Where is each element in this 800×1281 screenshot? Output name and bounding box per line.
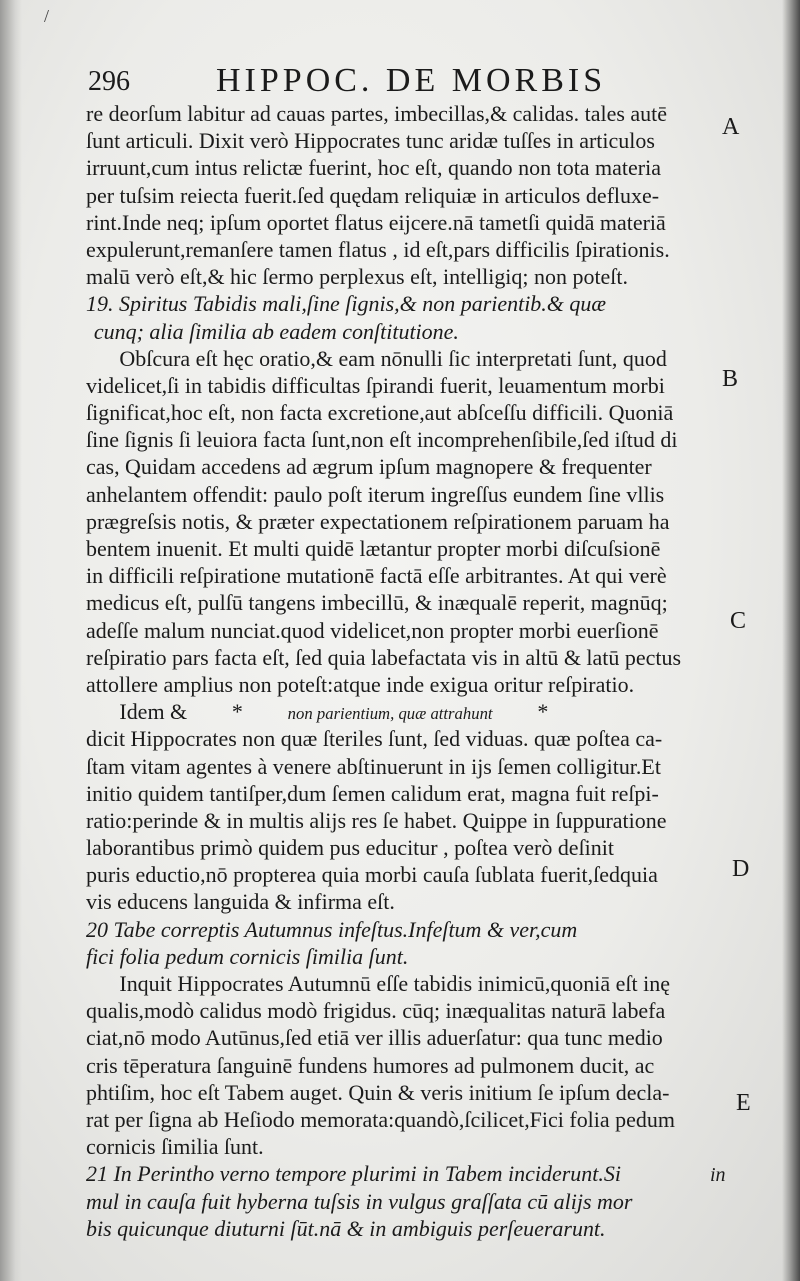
text-line: phtiſim, hoc eſt Tabem auget. Quin & veris initium ſe ipſum decla- bbox=[86, 1079, 670, 1105]
text-line: rint.Inde neq; ipſum oportet flatus eijcere.nā tametſi quidā materiā bbox=[86, 209, 666, 235]
text-line: vis educens languida & infirma eſt. bbox=[86, 889, 395, 915]
aphorism-heading: 21 In Perintho verno tempore plurimi in Tabem inciderunt.Si bbox=[86, 1161, 621, 1187]
idem-line bbox=[86, 698, 726, 725]
text-line: reſpiratio pars facta eſt, ſed quia labefactata vis in altū & latū pectus bbox=[86, 644, 682, 670]
corner-mark: / bbox=[44, 6, 50, 26]
text-line: re deorſum labitur ad cauas partes, imbecillas,& calidas. tales autē bbox=[86, 101, 667, 126]
margin-letter-b: B bbox=[722, 366, 739, 392]
text-line: expulerunt,remanſere tamen flatus , id eſt,pars difficilis ſpirationis. bbox=[86, 236, 670, 262]
aphorism-heading: mul in cauſa fuit hyberna tuſsis in vulgus graſſata cū alijs mor bbox=[86, 1188, 633, 1214]
page-spine-shadow bbox=[0, 0, 22, 1281]
body-text bbox=[86, 100, 738, 1242]
text-line: cornicis ſimilia ſunt. bbox=[86, 1134, 264, 1160]
aphorism-heading: fici folia pedum cornicis ſimilia ſunt. bbox=[86, 943, 409, 969]
text-line: ſunt articuli. Dixit verò Hippocrates tunc aridæ tuſſes in articulos bbox=[86, 128, 655, 154]
text-line: ratio:perinde & in multis alijs res ſe habet. Quippe in ſuppuratione bbox=[86, 807, 667, 833]
text-line: attollere amplius non poteſt:atque inde exigua oritur reſpiratio. bbox=[86, 671, 635, 697]
asterisk-mark: * bbox=[537, 699, 549, 725]
aphorism-heading: 20 Tabe correptis Autumnus infeſtus.Infeſtum & ver,cum bbox=[86, 916, 578, 942]
text-line: prægreſsis notis, & præter expectationem reſpirationem paruam ha bbox=[86, 508, 670, 534]
margin-gloss: non parientium, quæ attrahunt bbox=[287, 704, 493, 724]
text-line: videlicet,ſi in tabidis difficultas ſpirandi fuerit, leuamentum morbi bbox=[86, 372, 665, 398]
text-line: laborantibus primò quidem pus educitur , poſtea verò deſinit bbox=[86, 835, 614, 861]
text-line: irruunt,cum intus relictæ fuerint, hoc eſt, quando non tota materia bbox=[86, 155, 661, 181]
margin-letter-c: C bbox=[730, 608, 747, 634]
text-line: medicus eſt, pulſū tangens imbecillū, & inæqualē reperit, magnūq; bbox=[86, 590, 668, 616]
text-line: anhelantem offendit: paulo poſt iterum ingreſſus eundem ſine vllis bbox=[86, 481, 665, 507]
text-line: rat per ſigna ab Heſiodo memorata:quandò,ſcilicet,Fici folia pedum bbox=[86, 1106, 675, 1132]
text-line: cris tēperatura ſanguinē fundens humores ad pulmonem ducit, ac bbox=[86, 1052, 655, 1078]
aphorism-heading: bis quicunque diuturni ſūt.nā & in ambiguis perſeuerarunt. bbox=[86, 1215, 606, 1241]
page-edge-shadow bbox=[782, 0, 800, 1281]
page-header bbox=[88, 62, 728, 102]
margin-letter-d: D bbox=[732, 856, 750, 882]
text-line: puris eductio,nō propterea quia morbi cauſa ſublata fuerit,ſedquia bbox=[86, 862, 658, 888]
text-line: ſtam vitam agentes à venere abſtinuerunt in ijs ſemen colligitur.Et bbox=[86, 753, 661, 779]
text-line: qualis,modò calidus modò frigidus. cūq; inæqualitas naturā labefa bbox=[86, 998, 666, 1024]
text-line: bentem inuenit. Et multi quidē lætantur propter morbi diſcuſsionē bbox=[86, 536, 661, 561]
text-line: dicit Hippocrates non quæ ſteriles ſunt, ſed viduas. quæ poſtea ca- bbox=[86, 726, 663, 752]
idem-lead: Idem & bbox=[119, 699, 188, 725]
text-line: ciat,nō modo Autūnus,ſed etiā ver illis aduerſatur: qua tunc medio bbox=[86, 1025, 663, 1051]
aphorism-heading: cunq; alia ſimilia ab eadem conſtitutione. bbox=[93, 318, 459, 344]
text-line: per tuſsim reiecta fuerit.ſed quędam reliquiæ in articulos defluxe- bbox=[86, 182, 660, 208]
text-line: Inquit Hippocrates Autumnū eſſe tabidis inimicū,quoniā eſt inę bbox=[119, 971, 670, 996]
text-line: in difficili reſpiratione mutationē factā eſſe arbitrantes. At qui verè bbox=[86, 563, 667, 589]
aphorism-heading: 19. Spiritus Tabidis mali,ſine ſignis,& non parientib.& quæ bbox=[86, 291, 607, 317]
text-line: ſignificat,hoc eſt, non facta excretione,aut abſceſſu difficili. Quoniā bbox=[86, 400, 674, 426]
catchword: in bbox=[710, 1164, 726, 1186]
text-line: cas, Quidam accedens ad ægrum ipſum magnopere & frequenter bbox=[86, 454, 652, 480]
margin-letter-a: A bbox=[722, 114, 740, 140]
text-line: Obſcura eſt hęc oratio,& eam nōnulli ſic interpretati ſunt, quod bbox=[119, 345, 667, 371]
text-line: malū verò eſt,& hic ſermo perplexus eſt, intelligiq; non poteſt. bbox=[86, 264, 629, 290]
margin-letter-e: E bbox=[736, 1090, 751, 1116]
text-line: adeſſe malum nunciat.quod videlicet,non propter morbi euerſionē bbox=[86, 617, 659, 643]
text-line: ſine ſignis ſi leuiora facta ſunt,non eſt incomprehenſibile,ſed iſtud di bbox=[86, 427, 678, 453]
running-title: HIPPOC. DE MORBIS bbox=[216, 62, 607, 99]
text-line: initio quidem tantiſper,dum ſemen calidum erat, magna fuit reſpi- bbox=[86, 780, 659, 806]
page-number: 296 bbox=[88, 66, 130, 97]
asterisk-mark: * bbox=[231, 699, 243, 725]
